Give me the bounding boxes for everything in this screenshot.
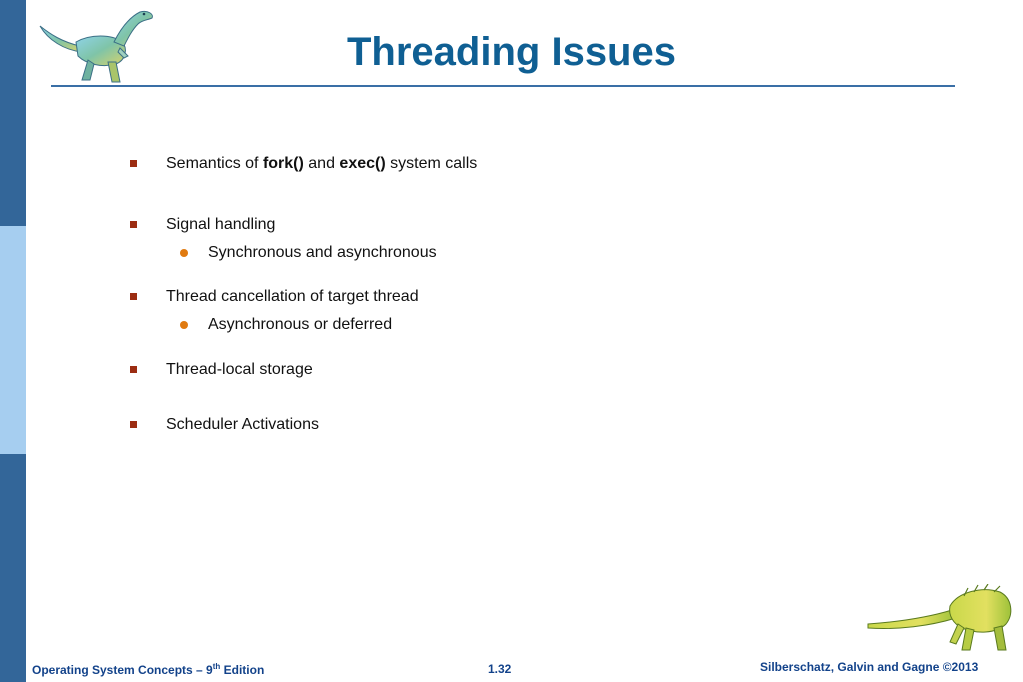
footer-copyright: Silberschatz, Galvin and Gagne ©2013: [760, 660, 979, 674]
bullet-text: Thread cancellation of target thread: [166, 288, 419, 305]
footer-book-title: [32, 662, 264, 677]
square-bullet-icon: [130, 221, 137, 228]
bullet-text-mid: and: [303, 155, 340, 172]
round-bullet-icon: [180, 249, 188, 257]
square-bullet-icon: [130, 366, 137, 373]
bullet-text: Scheduler Activations: [166, 416, 319, 433]
title-divider: [51, 85, 955, 87]
footer-page-number: 1.32: [488, 662, 512, 676]
square-bullet-icon: [130, 421, 137, 428]
dinosaur-icon: [866, 584, 1016, 654]
sub-bullet-text: Asynchronous or deferred: [208, 316, 393, 333]
square-bullet-icon: [130, 293, 137, 300]
side-bar-segment-bottom: [0, 454, 26, 682]
round-bullet-icon: [180, 321, 188, 329]
bullet-text: [166, 155, 477, 173]
bullet-text: Signal handling: [166, 216, 276, 233]
bullet-text-prefix: Semantics of: [166, 155, 263, 172]
bullet-text: Thread-local storage: [166, 361, 313, 378]
side-bar-segment-middle: [0, 226, 26, 454]
footer-book-suffix: Edition: [220, 663, 265, 677]
bullet-text-suffix: system calls: [385, 155, 478, 172]
footer-book-prefix: Operating System Concepts – 9: [32, 663, 213, 677]
footer-book-superscript: th: [212, 662, 221, 671]
bullet-code-exec: exec(): [339, 155, 386, 172]
bullet-code-fork: fork(): [262, 155, 304, 172]
sub-bullet-text: Synchronous and asynchronous: [208, 244, 437, 261]
slide-title: Threading Issues: [347, 30, 676, 74]
square-bullet-icon: [130, 160, 137, 167]
side-bar: [0, 0, 26, 682]
